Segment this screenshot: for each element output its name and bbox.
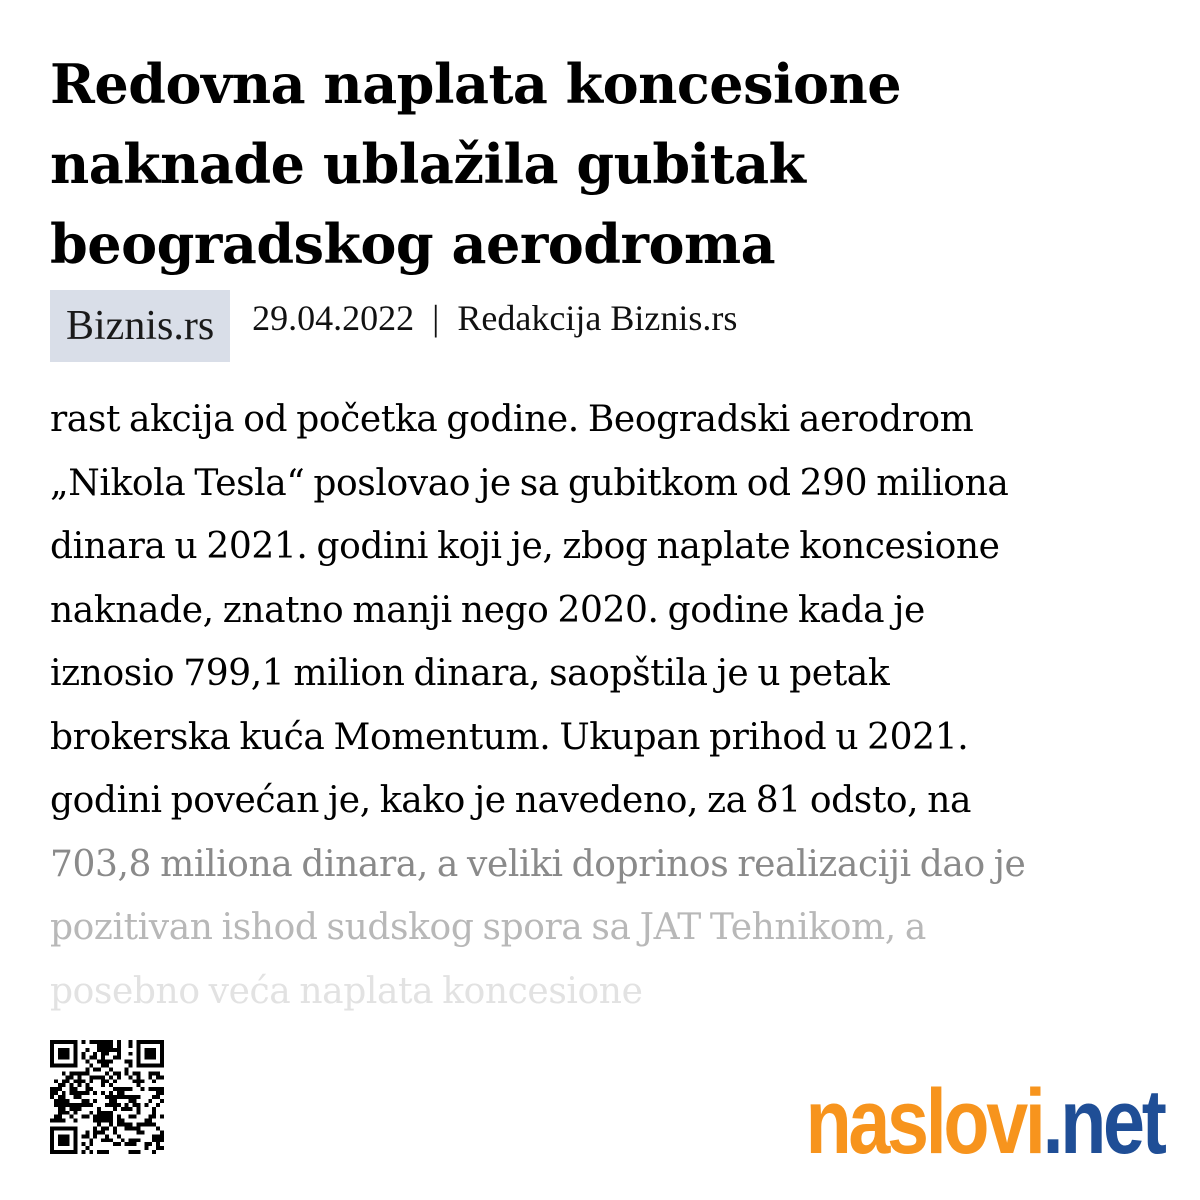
body-line: dinara u 2021. godini koji je, zbog naplate koncesione [50,526,1000,567]
meta-separator: | [432,298,440,338]
body-line-faded: 703,8 miliona dinara, a veliki doprinos realizaciji dao je [50,843,1026,885]
article-meta [50,290,737,362]
body-line: „Nikola Tesla“ poslovao je sa gubitkom od 290 miliona [50,462,1009,504]
body-line: brokerska kuća Momentum. Ukupan prihod u 2021. [50,716,969,758]
logo-part-naslovi: naslovi [806,1071,1043,1173]
qr-code-icon[interactable] [50,1040,164,1154]
article-headline: Redovna naplata koncesione naknade ublažila gubitak beogradskog aerodroma [50,52,902,276]
source-badge[interactable]: Biznis.rs [50,290,230,362]
article-body [50,388,1165,1023]
logo-part-net: .net [1042,1071,1164,1173]
body-line: godini povećan je, kako je navedeno, za 81 odsto, na [50,780,972,821]
naslovi-net-logo[interactable] [806,1068,1164,1173]
body-line: naknade, znatno manji nego 2020. godine kada je [50,589,925,631]
meta-text [252,297,737,339]
article-author: Redakcija Biznis.rs [457,298,738,338]
body-line: iznosio 799,1 milion dinara, saopštila je u petak [50,653,890,694]
body-line-faded: pozitivan ishod sudskog spora sa JAT Tehnikom, a [50,907,926,948]
body-line: rast akcija od početka godine. Beogradski aerodrom [50,399,974,440]
article-date: 29.04.2022 [252,298,415,338]
body-line-faded: posebno veća naplata koncesione [50,970,643,1012]
